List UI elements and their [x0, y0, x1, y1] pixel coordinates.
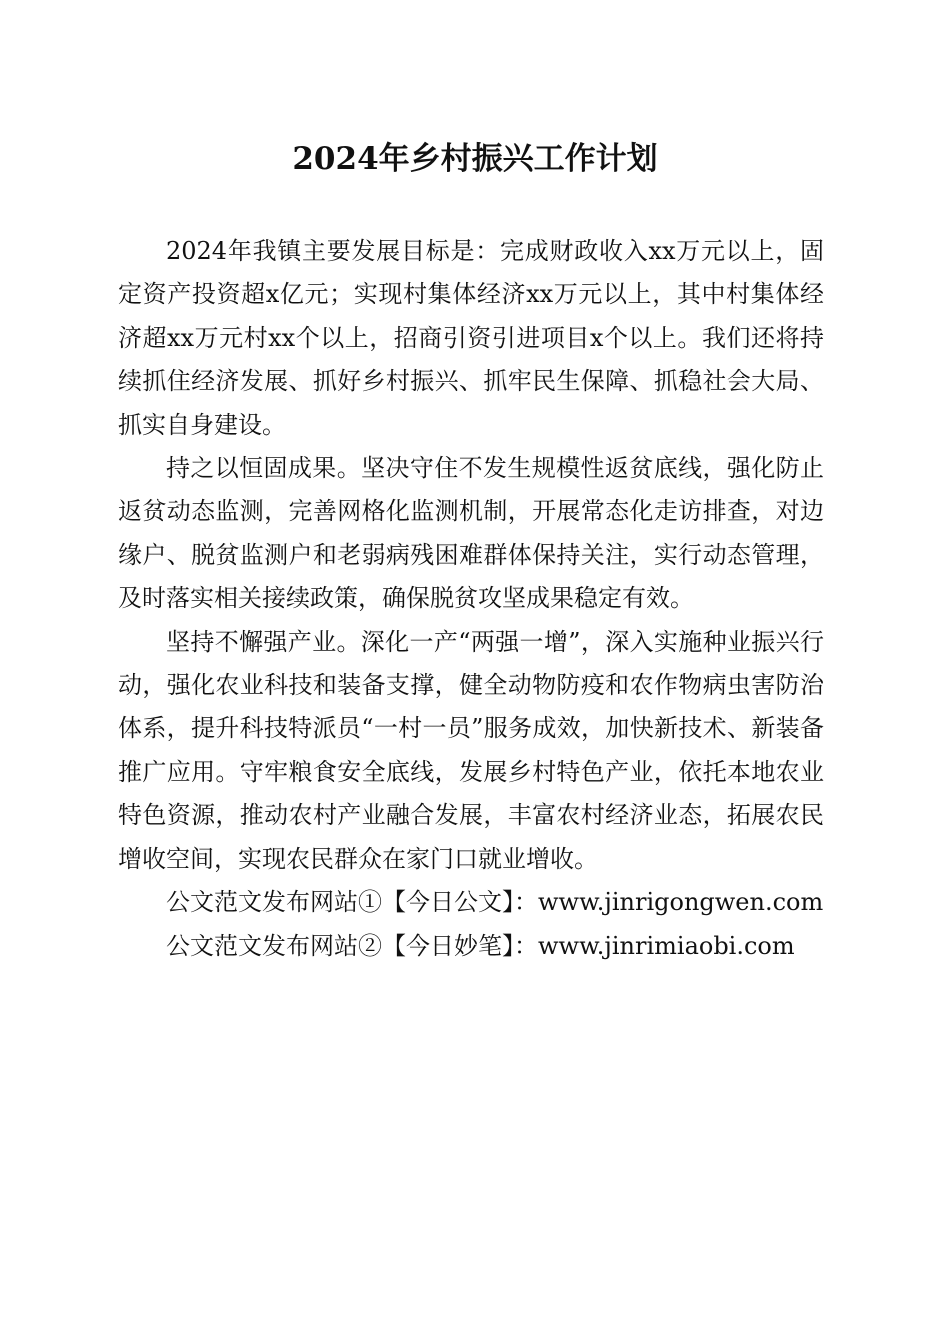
document-body: [118, 230, 824, 968]
document-title: 2024年乡村振兴工作计划: [292, 141, 658, 177]
paragraph-goals: 2024年我镇主要发展目标是：完成财政收入xx万元以上，固定资产投资超x亿元；实现村集体经济xx万元以上，其中村集体经济超xx万元村xx个以上，招商引资引进项目x个以上。我们还将持续抓住经济发展、抓好乡村振兴、抓牢民生保障、抓稳社会大局、抓实自身建设。: [118, 237, 824, 439]
website-line-2: 公文范文发布网站②【今日妙笔】：www.jinrimiaobi.com: [166, 931, 795, 960]
paragraph-consolidate-results: 持之以恒固成果。坚决守住不发生规模性返贫底线，强化防止返贫动态监测，完善网格化监测机制，开展常态化走访排查，对边缘户、脱贫监测户和老弱病残困难群体保持关注，实行动态管理，及时落实相关接续政策，确保脱贫攻坚成果稳定有效。: [118, 454, 824, 613]
website-line-1: 公文范文发布网站①【今日公文】：www.jinrigongwen.com: [166, 888, 824, 917]
paragraph-strengthen-industry: 坚持不懈强产业。深化一产“两强一增”，深入实施种业振兴行动，强化农业科技和装备支撑，健全动物防疫和农作物病虫害防治体系，提升科技特派员“一村一员”服务成效，加快新技术、新装备推广应用。守牢粮食安全底线，发展乡村特色产业，依托本地农业特色资源，推动农村产业融合发展，丰富农村经济业态，拓展农民增收空间，实现农民群众在家门口就业增收。: [118, 627, 824, 873]
